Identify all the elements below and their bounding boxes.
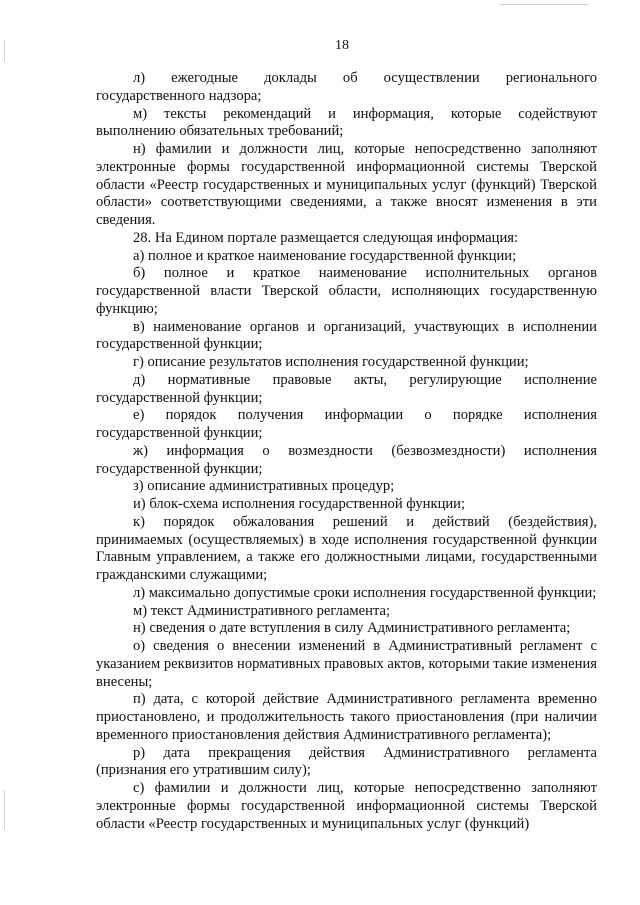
- paragraph: р) дата прекращения действия Административного регламента (признания его утратившим силу);: [96, 744, 597, 779]
- paragraph: л) максимально допустимые сроки исполнения государственной функции;: [133, 584, 597, 601]
- paragraph: с) фамилии и должности лиц, которые непосредственно заполняют электронные формы государственной информационной системы Тверской области «Реестр государственных и муниципальных услуг (функций): [96, 780, 597, 832]
- paragraph: е) порядок получения информации о порядке исполнения государственной функции;: [96, 407, 597, 441]
- paragraph: н) сведения о дате вступления в силу Административного регламента;: [133, 620, 571, 637]
- paragraph: ж) информация о возмездности (безвозмездности) исполнения государственной функции;: [96, 442, 597, 477]
- page-number: 18: [335, 38, 349, 53]
- paragraph: л) ежегодные доклады об осуществлении регионального государственного надзора;: [96, 70, 597, 104]
- scan-artifact-left: [4, 790, 5, 830]
- paragraph: а) полное и краткое наименование государственной функции;: [133, 247, 517, 264]
- paragraph: о) сведения о внесении изменений в Административный регламент с указанием реквизитов нормативных правовых актов, которыми такие изменения внесены;: [96, 638, 597, 690]
- document-body: [96, 70, 597, 833]
- paragraph: к) порядок обжалования решений и действий (бездействия), принимаемых (осуществляемых) в ходе исполнения государственной функции Главным управлением, а также его должностными лицами, государственными гражданскими служащими;: [96, 513, 597, 583]
- paragraph: н) фамилии и должности лиц, которые непосредственно заполняют электронные формы государственной информационной системы Тверской области «Реестр государственных и муниципальных услуг (функций) Тверской области» соответствующими сведениями, а также вносят изменения в эти сведения.: [96, 141, 597, 228]
- paragraph: м) текст Административного регламента;: [133, 602, 391, 619]
- paragraph: б) полное и краткое наименование исполнительных органов государственной власти Тверской области, исполняющих государственную функцию;: [96, 265, 597, 317]
- paragraph: и) блок-схема исполнения государственной функции;: [133, 496, 466, 512]
- paragraph: з) описание административных процедур;: [133, 478, 395, 495]
- paragraph: 28. На Едином портале размещается следующая информация:: [133, 229, 519, 246]
- paragraph: м) тексты рекомендаций и информация, которые содействуют выполнению обязательных требований;: [96, 105, 597, 140]
- scan-artifact-top: [500, 4, 588, 5]
- paragraph: п) дата, с которой действие Административного регламента временно приостановлено, и продолжительность такого приостановления (при наличии временного приостановления действия Административного регламента);: [96, 691, 597, 743]
- paragraph: д) нормативные правовые акты, регулирующие исполнение государственной функции;: [96, 371, 597, 406]
- paragraph: г) описание результатов исполнения государственной функции;: [133, 354, 529, 370]
- paragraph: в) наименование органов и организаций, участвующих в исполнении государственной функции;: [96, 318, 597, 353]
